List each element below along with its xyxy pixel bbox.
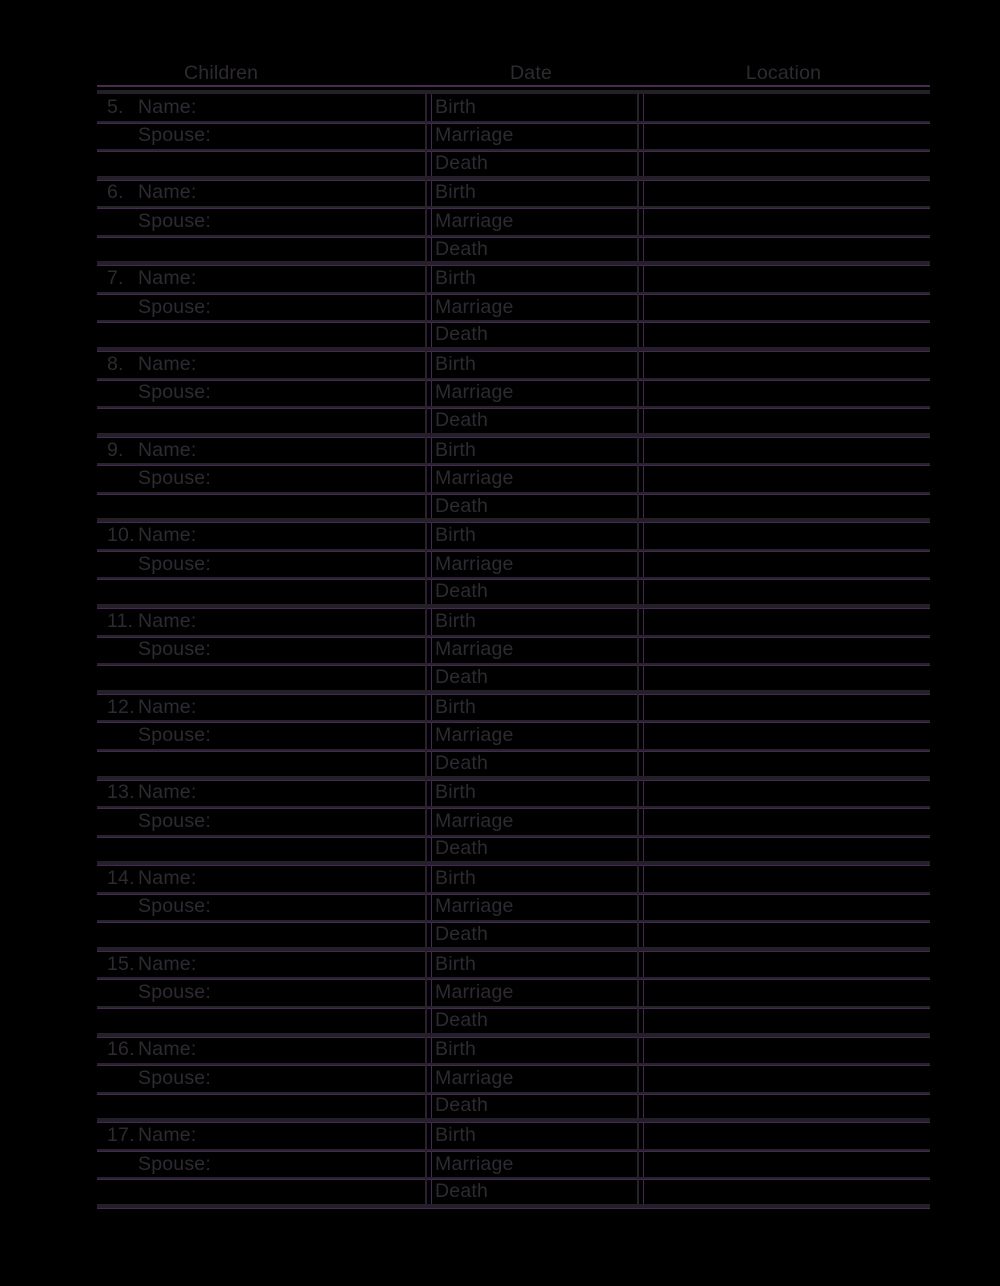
name-cell bbox=[97, 865, 425, 892]
death-row bbox=[97, 408, 930, 433]
birth-label: Birth bbox=[435, 438, 477, 461]
spouse-marriage-row bbox=[97, 1065, 930, 1094]
spouse-cell bbox=[97, 123, 425, 150]
marriage-label: Marriage bbox=[435, 209, 514, 232]
name-label: Name: bbox=[138, 267, 197, 290]
marriage-location-cell bbox=[637, 1065, 930, 1092]
name-birth-row bbox=[97, 437, 930, 466]
birth-location-cell bbox=[637, 780, 930, 807]
birth-date-cell bbox=[425, 608, 637, 635]
spouse-cell bbox=[97, 894, 425, 921]
spouse-cell bbox=[97, 465, 425, 492]
marriage-label: Marriage bbox=[435, 552, 514, 575]
empty-cell bbox=[97, 1179, 425, 1204]
death-location-cell bbox=[637, 237, 930, 262]
death-location-cell bbox=[637, 579, 930, 604]
death-label: Death bbox=[435, 408, 489, 431]
death-date-cell bbox=[425, 1179, 637, 1204]
spouse-label: Spouse: bbox=[138, 552, 211, 575]
empty-cell bbox=[97, 837, 425, 862]
marriage-location-cell bbox=[637, 294, 930, 321]
spouse-marriage-row bbox=[97, 294, 930, 323]
spouse-label: Spouse: bbox=[138, 724, 211, 747]
spouse-cell bbox=[97, 1151, 425, 1178]
child-number: 16. bbox=[107, 1038, 135, 1061]
death-location-cell bbox=[637, 922, 930, 947]
birth-date-cell bbox=[425, 180, 637, 207]
spouse-marriage-row bbox=[97, 894, 930, 923]
death-row bbox=[97, 922, 930, 947]
name-label: Name: bbox=[138, 1124, 197, 1146]
marriage-label: Marriage bbox=[435, 467, 514, 489]
birth-label: Birth bbox=[435, 95, 477, 118]
death-row bbox=[97, 837, 930, 862]
birth-date-cell bbox=[425, 94, 637, 121]
marriage-label: Marriage bbox=[435, 295, 514, 318]
birth-label: Birth bbox=[435, 609, 477, 632]
marriage-date-cell bbox=[425, 979, 637, 1006]
spouse-marriage-row bbox=[97, 465, 930, 494]
spouse-cell bbox=[97, 1065, 425, 1092]
birth-location-cell bbox=[637, 1122, 930, 1149]
death-date-cell bbox=[425, 494, 637, 519]
marriage-date-cell bbox=[425, 465, 637, 492]
name-label: Name: bbox=[138, 952, 197, 975]
birth-location-cell bbox=[637, 951, 930, 978]
birth-label: Birth bbox=[435, 866, 477, 889]
empty-cell bbox=[97, 1008, 425, 1033]
child-number: 5. bbox=[107, 95, 124, 118]
spouse-label: Spouse: bbox=[138, 895, 211, 918]
empty-cell bbox=[97, 922, 425, 947]
column-header-children: Children bbox=[184, 62, 259, 84]
name-birth-row bbox=[97, 608, 930, 637]
name-cell bbox=[97, 351, 425, 378]
spouse-cell bbox=[97, 380, 425, 407]
child-number: 6. bbox=[107, 181, 124, 204]
child-entry-section bbox=[97, 780, 930, 866]
empty-cell bbox=[97, 322, 425, 347]
empty-cell bbox=[97, 408, 425, 433]
death-row bbox=[97, 494, 930, 519]
marriage-label: Marriage bbox=[435, 1152, 514, 1175]
death-row bbox=[97, 751, 930, 776]
marriage-date-cell bbox=[425, 894, 637, 921]
child-entry-section bbox=[97, 865, 930, 951]
spouse-label: Spouse: bbox=[138, 1066, 211, 1089]
birth-date-cell bbox=[425, 522, 637, 549]
child-entry-section bbox=[97, 522, 930, 608]
child-number: 9. bbox=[107, 438, 124, 461]
name-cell bbox=[97, 94, 425, 121]
spouse-marriage-row bbox=[97, 208, 930, 237]
child-entry-section bbox=[97, 180, 930, 266]
death-label: Death bbox=[435, 837, 489, 860]
child-entry-section bbox=[97, 94, 930, 180]
empty-cell bbox=[97, 579, 425, 604]
death-date-cell bbox=[425, 922, 637, 947]
birth-date-cell bbox=[425, 1122, 637, 1149]
child-number: 10. bbox=[107, 524, 135, 547]
death-row bbox=[97, 322, 930, 347]
marriage-location-cell bbox=[637, 894, 930, 921]
birth-location-cell bbox=[637, 180, 930, 207]
name-birth-row bbox=[97, 265, 930, 294]
birth-location-cell bbox=[637, 865, 930, 892]
death-date-cell bbox=[425, 1008, 637, 1033]
death-location-cell bbox=[637, 408, 930, 433]
marriage-location-cell bbox=[637, 123, 930, 150]
spouse-cell bbox=[97, 979, 425, 1006]
name-birth-row bbox=[97, 780, 930, 809]
name-label: Name: bbox=[138, 95, 197, 118]
child-number: 7. bbox=[107, 267, 124, 290]
death-label: Death bbox=[435, 237, 489, 260]
spouse-label: Spouse: bbox=[138, 381, 211, 404]
name-cell bbox=[97, 780, 425, 807]
name-label: Name: bbox=[138, 695, 197, 718]
child-number: 14. bbox=[107, 866, 135, 889]
death-location-cell bbox=[637, 751, 930, 776]
empty-cell bbox=[97, 494, 425, 519]
name-label: Name: bbox=[138, 1038, 197, 1061]
name-birth-row bbox=[97, 1122, 930, 1151]
marriage-location-cell bbox=[637, 465, 930, 492]
death-label: Death bbox=[435, 751, 489, 774]
death-label: Death bbox=[435, 323, 489, 346]
birth-location-cell bbox=[637, 94, 930, 121]
spouse-label: Spouse: bbox=[138, 124, 211, 147]
marriage-date-cell bbox=[425, 637, 637, 664]
name-birth-row bbox=[97, 351, 930, 380]
marriage-label: Marriage bbox=[435, 724, 514, 747]
marriage-location-cell bbox=[637, 1151, 930, 1178]
spouse-marriage-row bbox=[97, 637, 930, 666]
name-birth-row bbox=[97, 94, 930, 123]
spouse-cell bbox=[97, 551, 425, 578]
empty-cell bbox=[97, 237, 425, 262]
death-label: Death bbox=[435, 1008, 489, 1031]
birth-date-cell bbox=[425, 1037, 637, 1064]
child-entry-section bbox=[97, 1037, 930, 1123]
death-label: Death bbox=[435, 494, 489, 517]
child-number: 11. bbox=[107, 609, 134, 632]
death-date-cell bbox=[425, 579, 637, 604]
death-row bbox=[97, 1179, 930, 1204]
birth-label: Birth bbox=[435, 695, 477, 718]
birth-location-cell bbox=[637, 351, 930, 378]
death-location-cell bbox=[637, 322, 930, 347]
death-label: Death bbox=[435, 923, 489, 946]
child-entry-section bbox=[97, 437, 930, 523]
birth-label: Birth bbox=[435, 267, 477, 290]
child-entry-section bbox=[97, 694, 930, 780]
child-entry-section bbox=[97, 951, 930, 1037]
death-location-cell bbox=[637, 151, 930, 176]
name-label: Name: bbox=[138, 438, 197, 461]
name-birth-row bbox=[97, 694, 930, 723]
birth-label: Birth bbox=[435, 181, 477, 204]
child-number: 13. bbox=[107, 781, 135, 804]
name-cell bbox=[97, 522, 425, 549]
child-entry-section bbox=[97, 265, 930, 351]
death-date-cell bbox=[425, 751, 637, 776]
name-birth-row bbox=[97, 865, 930, 894]
birth-date-cell bbox=[425, 951, 637, 978]
death-location-cell bbox=[637, 837, 930, 862]
child-number: 17. bbox=[107, 1124, 135, 1146]
table-body bbox=[97, 90, 930, 1208]
name-cell bbox=[97, 180, 425, 207]
marriage-label: Marriage bbox=[435, 981, 514, 1004]
birth-date-cell bbox=[425, 780, 637, 807]
name-cell bbox=[97, 951, 425, 978]
child-number: 15. bbox=[107, 952, 135, 975]
children-record-table bbox=[97, 62, 930, 1208]
marriage-location-cell bbox=[637, 551, 930, 578]
marriage-label: Marriage bbox=[435, 895, 514, 918]
spouse-label: Spouse: bbox=[138, 1152, 211, 1175]
birth-date-cell bbox=[425, 437, 637, 464]
death-date-cell bbox=[425, 151, 637, 176]
empty-cell bbox=[97, 665, 425, 690]
spouse-marriage-row bbox=[97, 551, 930, 580]
marriage-label: Marriage bbox=[435, 381, 514, 404]
name-birth-row bbox=[97, 951, 930, 980]
child-entry-section bbox=[97, 1122, 930, 1208]
name-label: Name: bbox=[138, 524, 197, 547]
death-row bbox=[97, 237, 930, 262]
birth-location-cell bbox=[637, 265, 930, 292]
spouse-label: Spouse: bbox=[138, 209, 211, 232]
death-row bbox=[97, 665, 930, 690]
marriage-label: Marriage bbox=[435, 124, 514, 147]
marriage-location-cell bbox=[637, 979, 930, 1006]
spouse-label: Spouse: bbox=[138, 638, 211, 661]
birth-date-cell bbox=[425, 351, 637, 378]
marriage-location-cell bbox=[637, 808, 930, 835]
birth-label: Birth bbox=[435, 1038, 477, 1061]
death-row bbox=[97, 151, 930, 176]
death-label: Death bbox=[435, 1094, 489, 1117]
birth-label: Birth bbox=[435, 1124, 477, 1146]
death-label: Death bbox=[435, 151, 489, 174]
death-row bbox=[97, 1008, 930, 1033]
spouse-label: Spouse: bbox=[138, 467, 211, 489]
marriage-date-cell bbox=[425, 123, 637, 150]
marriage-date-cell bbox=[425, 1065, 637, 1092]
marriage-location-cell bbox=[637, 208, 930, 235]
death-label: Death bbox=[435, 1180, 489, 1203]
spouse-marriage-row bbox=[97, 808, 930, 837]
birth-label: Birth bbox=[435, 524, 477, 547]
birth-location-cell bbox=[637, 1037, 930, 1064]
name-cell bbox=[97, 608, 425, 635]
marriage-location-cell bbox=[637, 637, 930, 664]
child-entry-section bbox=[97, 608, 930, 694]
death-date-cell bbox=[425, 408, 637, 433]
name-cell bbox=[97, 694, 425, 721]
name-cell bbox=[97, 1122, 425, 1149]
marriage-label: Marriage bbox=[435, 1066, 514, 1089]
name-label: Name: bbox=[138, 181, 197, 204]
birth-location-cell bbox=[637, 694, 930, 721]
name-birth-row bbox=[97, 522, 930, 551]
name-label: Name: bbox=[138, 352, 197, 375]
death-location-cell bbox=[637, 1008, 930, 1033]
marriage-date-cell bbox=[425, 551, 637, 578]
name-label: Name: bbox=[138, 866, 197, 889]
child-number: 8. bbox=[107, 352, 124, 375]
name-cell bbox=[97, 437, 425, 464]
spouse-label: Spouse: bbox=[138, 981, 211, 1004]
spouse-cell bbox=[97, 637, 425, 664]
death-row bbox=[97, 1094, 930, 1119]
name-birth-row bbox=[97, 1037, 930, 1066]
death-location-cell bbox=[637, 665, 930, 690]
name-birth-row bbox=[97, 180, 930, 209]
birth-label: Birth bbox=[435, 781, 477, 804]
marriage-location-cell bbox=[637, 380, 930, 407]
marriage-label: Marriage bbox=[435, 638, 514, 661]
name-label: Name: bbox=[138, 609, 197, 632]
birth-label: Birth bbox=[435, 952, 477, 975]
empty-cell bbox=[97, 751, 425, 776]
column-header-location: Location bbox=[745, 62, 822, 84]
death-date-cell bbox=[425, 665, 637, 690]
marriage-location-cell bbox=[637, 722, 930, 749]
death-label: Death bbox=[435, 580, 489, 603]
spouse-cell bbox=[97, 722, 425, 749]
column-header-date: Date bbox=[510, 62, 552, 84]
marriage-date-cell bbox=[425, 208, 637, 235]
name-cell bbox=[97, 265, 425, 292]
spouse-marriage-row bbox=[97, 979, 930, 1008]
child-entry-section bbox=[97, 351, 930, 437]
marriage-date-cell bbox=[425, 380, 637, 407]
birth-date-cell bbox=[425, 865, 637, 892]
death-location-cell bbox=[637, 494, 930, 519]
marriage-date-cell bbox=[425, 808, 637, 835]
death-label: Death bbox=[435, 665, 489, 688]
death-location-cell bbox=[637, 1094, 930, 1119]
table-header-row bbox=[97, 62, 930, 87]
spouse-marriage-row bbox=[97, 722, 930, 751]
marriage-date-cell bbox=[425, 1151, 637, 1178]
death-date-cell bbox=[425, 1094, 637, 1119]
marriage-label: Marriage bbox=[435, 809, 514, 832]
spouse-marriage-row bbox=[97, 123, 930, 152]
birth-date-cell bbox=[425, 694, 637, 721]
spouse-cell bbox=[97, 208, 425, 235]
spouse-label: Spouse: bbox=[138, 809, 211, 832]
marriage-date-cell bbox=[425, 294, 637, 321]
birth-location-cell bbox=[637, 608, 930, 635]
death-date-cell bbox=[425, 237, 637, 262]
spouse-marriage-row bbox=[97, 380, 930, 409]
spouse-marriage-row bbox=[97, 1151, 930, 1180]
empty-cell bbox=[97, 1094, 425, 1119]
marriage-date-cell bbox=[425, 722, 637, 749]
death-row bbox=[97, 579, 930, 604]
birth-label: Birth bbox=[435, 352, 477, 375]
birth-location-cell bbox=[637, 522, 930, 549]
spouse-cell bbox=[97, 294, 425, 321]
name-cell bbox=[97, 1037, 425, 1064]
child-number: 12. bbox=[107, 695, 135, 718]
death-date-cell bbox=[425, 322, 637, 347]
death-date-cell bbox=[425, 837, 637, 862]
birth-date-cell bbox=[425, 265, 637, 292]
spouse-cell bbox=[97, 808, 425, 835]
empty-cell bbox=[97, 151, 425, 176]
death-location-cell bbox=[637, 1179, 930, 1204]
birth-location-cell bbox=[637, 437, 930, 464]
spouse-label: Spouse: bbox=[138, 295, 211, 318]
name-label: Name: bbox=[138, 781, 197, 804]
